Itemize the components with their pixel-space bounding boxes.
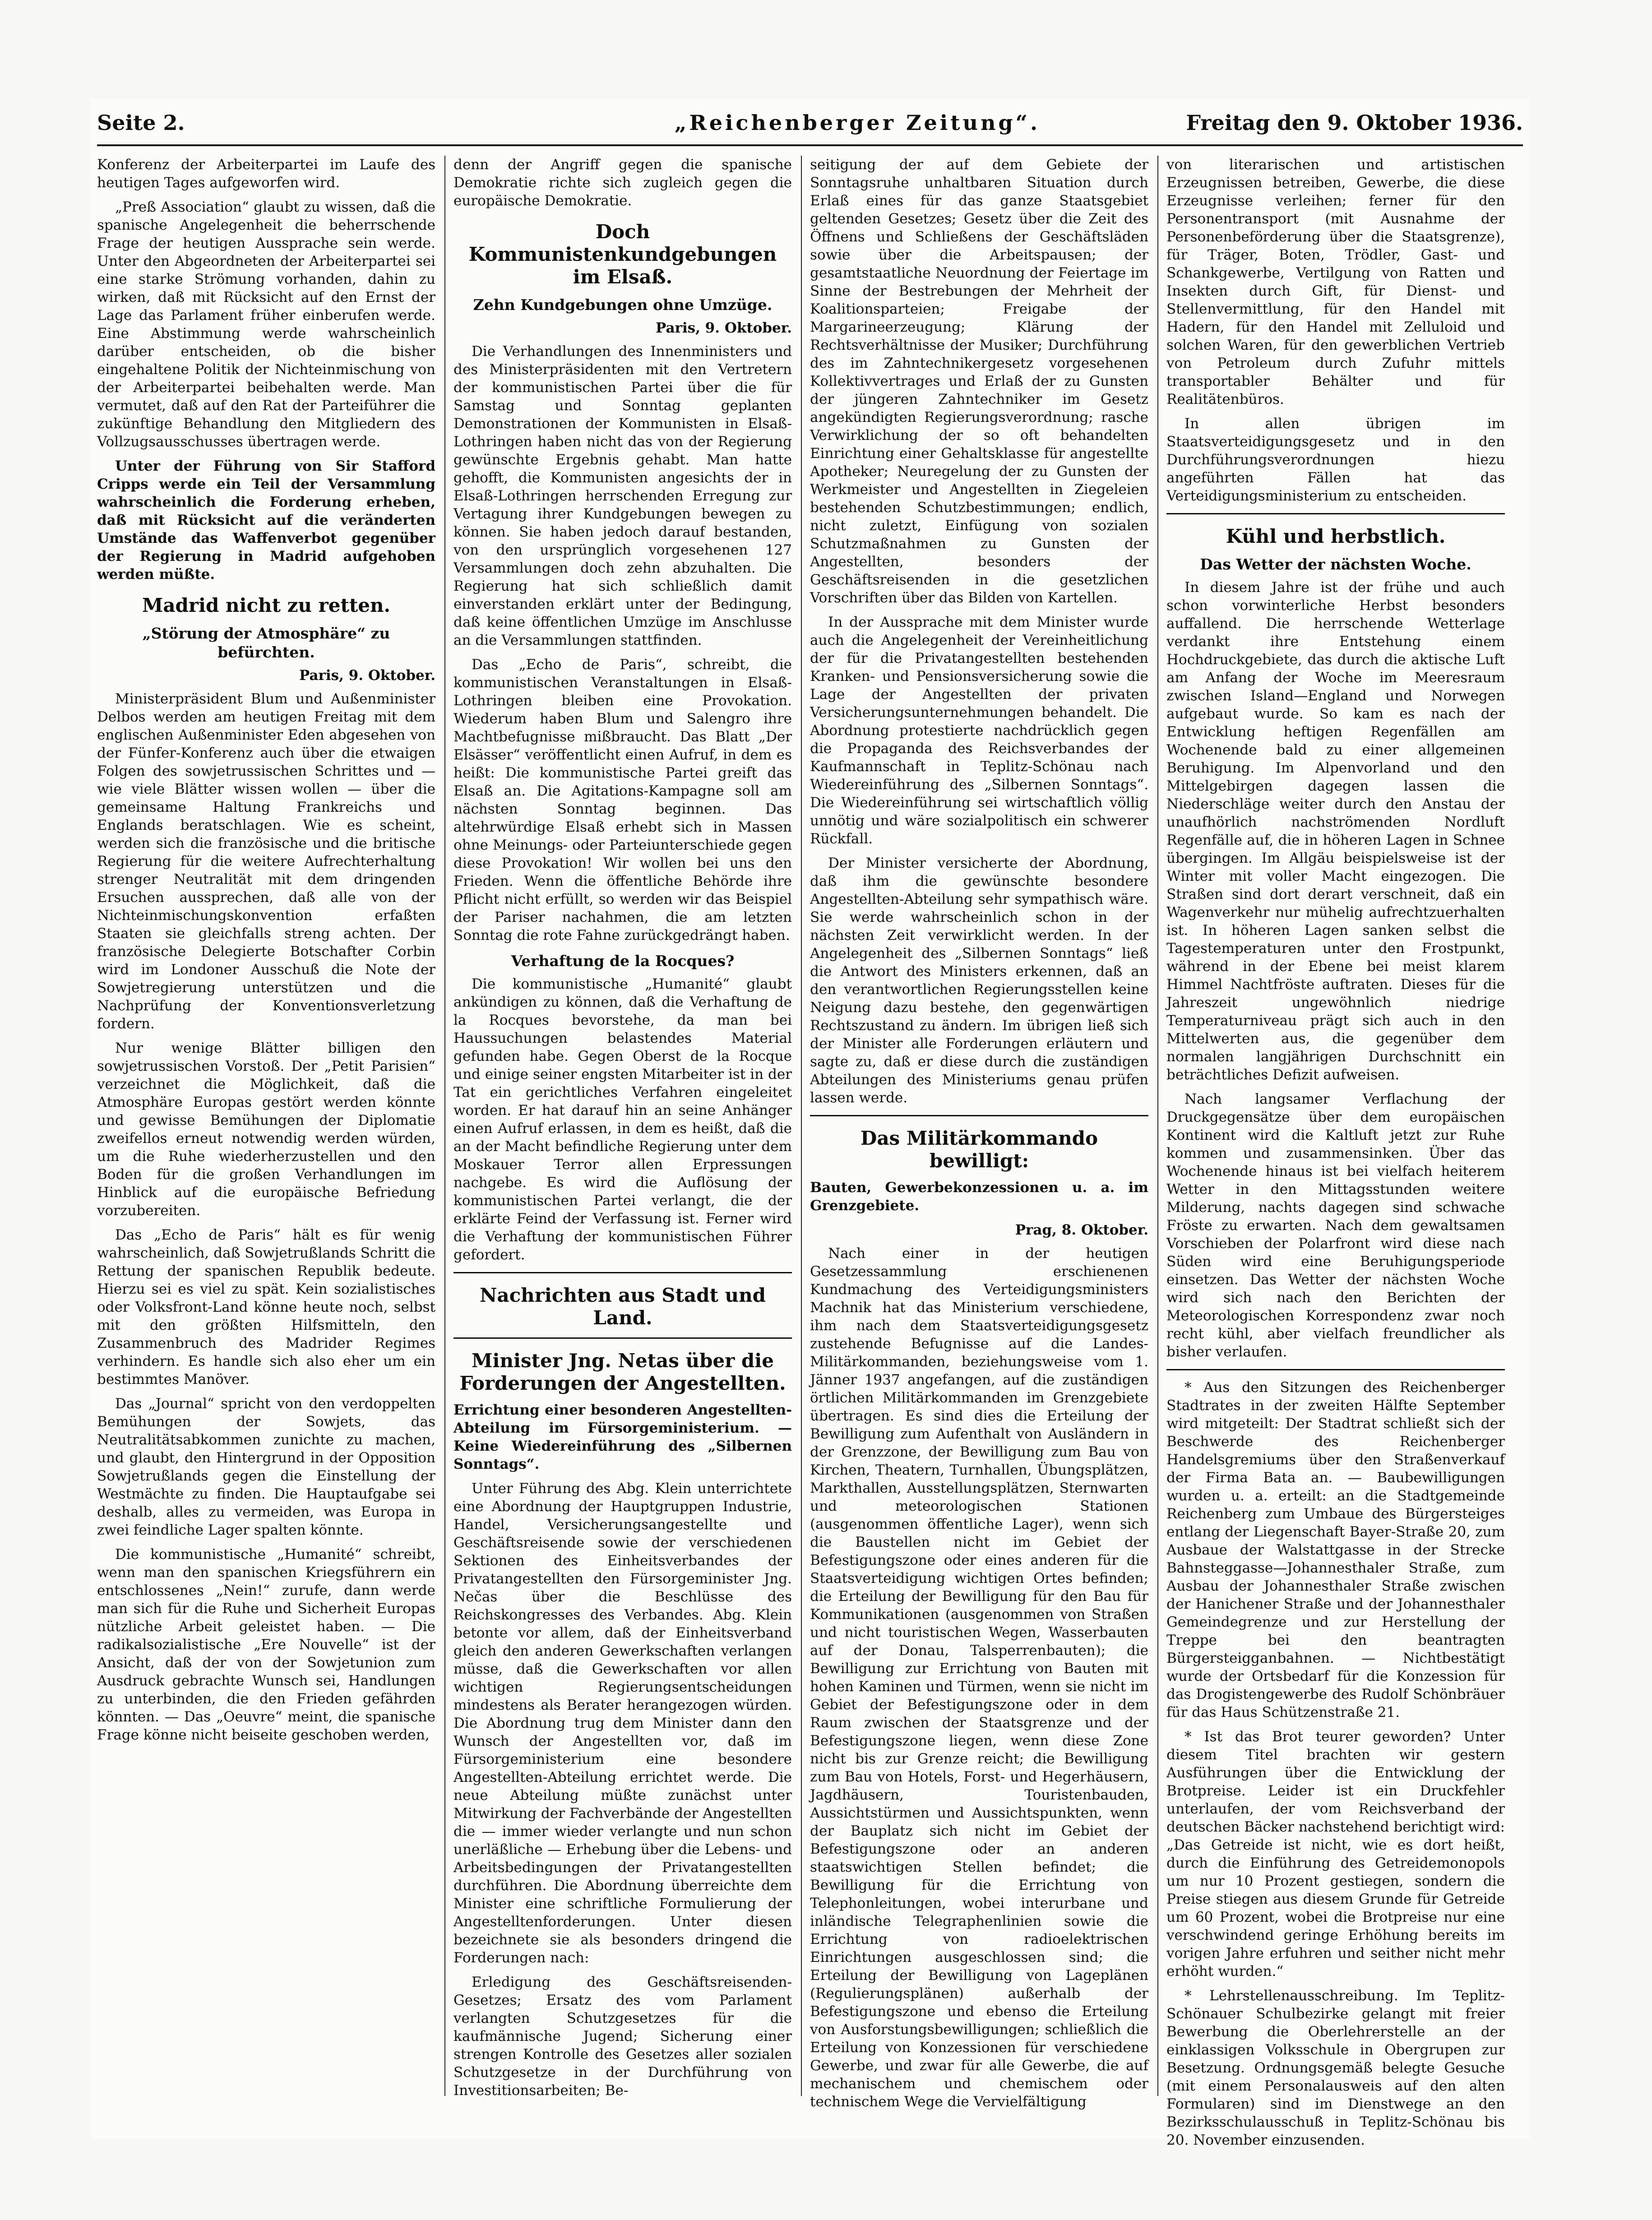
article-text: denn der Angriff gegen die spanische Demokratie richte sich zugleich gegen die europäische Demokratie. <box>453 157 792 209</box>
article-text: Nur wenige Blätter billigen den sowjetrussischen Vorstoß. Der „Petit Parisien“ verzeichnet die Möglichkeit, daß die Atmosphäre Europas gestört werden könnte und gewisse Bemühungen der Diplomatie zweifellos erneut notwendig werden würden, um die Ruhe wiederherzustellen und den Boden für die großen Verhandlungen im Hinblick auf die europäische Befriedung vorzubereiten. <box>97 1040 435 1219</box>
article-text: Der Minister versicherte der Abordnung, daß ihm die gewünschte besondere Angestellten-Abteilung sehr sympathisch wäre. Sie werde wahrscheinlich schon in der nächsten Zeit verwirklicht werden. In der Angelegenheit des „Silbernen Sonntags“ ließ die Antwort des Ministers erkennen, daß an den verantwortlichen Regierungsstellen keine Neigung dazu bestehe, den gegenwärtigen Rechtszustand zu ändern. Im übrigen ließ sich der Minister alle Forderungen erläutern und sagte zu, daß er diese durch die zuständigen Abteilungen des Ministeriums genau prüfen lassen werde. <box>810 855 1148 1106</box>
dateline: Paris, 9. Oktober. <box>655 320 792 336</box>
article-text: In der Aussprache mit dem Minister wurde auch die Angelegenheit der Vereinheitlichung der für die Privatangestellten bestehenden Kranken- und Pensionsversicherung sowie die Lage der Angestellten der privaten Versicherungsunternehmungen behandelt. Die Abordnung protestierte nachdrücklich gegen die Propaganda des Reichsverbandes der Kaufmannschaft in Teplitz-Schönau nach Wiedereinführung des „Silbernen Sonntags“. Die Wiedereinführung sei wirtschaftlich völlig unnötig und wäre sozialpolitisch ein schwerer Rückfall. <box>810 614 1148 847</box>
article-text: Nach langsamer Verflachung der Druckgegensätze über dem europäischen Kontinent wird die Kaltluft jetzt zur Ruhe kommen und zusammensinken. Über das Wochenende hinaus ist bei vielfach heiterem Wetter in den Mittagsstunden weitere Milderung, nachts dagegen sind schwache Fröste zu erwarten. Nach dem gewaltsamen Vorschieben der Polarfront wird diese nach Süden wird eine Beruhigungsperiode einsetzen. Das Wetter der nächsten Woche wird sich nach den Berichten der Meteorologischen Korrespondenz zwar noch recht kühl, aber vielfach freundlicher als bisher verlaufen. <box>1166 1091 1505 1360</box>
column-1 <box>97 156 435 2096</box>
section-divider <box>453 1337 792 1339</box>
subheadline: Verhaftung de la Rocques? <box>511 952 735 970</box>
article-text: * Ist das Brot teurer geworden? Unter diesem Titel brachten wir gestern Ausführungen über die Entwicklung der Brotpreise. Leider ist ein Druckfehler unterlaufen, der vom Reichsverband der deutschen Bäcker nachstehend berichtigt wird: „Das Getreide ist nicht, wie es dort heißt, durch die Einführung des Getreidemonopols um nur 10 Prozent gestiegen, sondern die Preise stiegen aus diesem Grunde für Getreide um 60 Prozent, wobei die Brotpreise nur eine verschwindend geringe Erhöhung bereits im vorigen Jahre erfuhren und seither nicht mehr erhöht wurden.“ <box>1166 1729 1505 1980</box>
article-text: seitigung der auf dem Gebiete der Sonntagsruhe unhaltbaren Situation durch Erlaß eines für das ganze Staatsgebiet geltenden Gesetzes; Gesetz über die Zeit des Öffnens und Schließens der Geschäftsläden sowie über die Arbeitspausen; der gesamtstaatliche Neuordnung der Feiertage im Sinne der Bestrebungen der Mehrheit der Koalitionsparteien; Freigabe der Margarineerzeugung; Klärung der Rechtsverhältnisse der Musiker; Durchführung des im Zahntechnikergesetz vorgesehenen Kollektivvertrages und Erlaß der zu Gunsten der jüngeren Zahntechniker im Gesetz angekündigten Regierungsverordnung; rasche Verwirklichung der so oft behandelten Einrichtung einer Gehaltsklasse für angestellte Apotheker; Neuregelung der zu Gunsten der Werkmeister und Angestellten in Ziegeleien bestehenden Schutzbestimmungen; endlich, nicht zuletzt, Einfügung von sozialen Schutzmaßnahmen zu Gunsten der Angestellten, besonders der Geschäftsreisenden in die gesetzlichen Vorschriften über das Bilden von Kartellen. <box>810 157 1148 606</box>
section-divider <box>810 1115 1148 1116</box>
subheadline: Zehn Kundgebungen ohne Umzüge. <box>473 296 773 314</box>
article-text: In diesem Jahre ist der frühe und auch schon vorwinterliche Herbst besonders auffallend. Die herrschende Wetterlage verdankt ihre Entstehung einem Hochdruckgebiete, das durch die aktische Luft am Anfang der Woche im Meeresraum zwischen Island—England und Norwegen aufgebaut wurde. So kam es nach der Entwicklung heftigen Regenfällen am Wochenende bald zu einer allgemeinen Beruhigung. Im Alpenvorland und den Mittelgebirgen dagegen lassen die Niederschläge weiter durch den Anstau der unaufhörlich nachströmenden Nordluft Regenfälle auf, die in höheren Lagen in Schnee übergingen. Im Allgäu beispielsweise ist der Winter mit voller Macht eingezogen. Die Straßen sind dort derart verschneit, daß ein Wagenverkehr nur mühelig aufrechtzuerhalten ist. In höheren Lagen sanken selbst die Tagestemperaturen unter den Frostpunkt, während in der Ebene bei meist klarem Himmel Nachtfröste auftraten. Dieses für die Jahreszeit ungewöhnlich niedrige Temperaturniveau prägt sich auch in den Mittelwerten aus, die gegenüber dem normalen langjährigen Durchschnitt ein beträchtliches Defizit aufweisen. <box>1166 579 1505 1083</box>
article-text: Konferenz der Arbeiterpartei im Laufe des heutigen Tages aufgeworfen wird. <box>97 157 435 191</box>
subheadline: Das Wetter der nächsten Woche. <box>1200 555 1472 573</box>
page-header <box>97 106 1523 147</box>
article-text: Die kommunistische „Humanité“ glaubt ankündigen zu können, daß die Verhaftung de la Rocques bevorstehe, da man bei Haussuchungen belastendes Material gefunden habe. Gegen Oberst de la Rocque und einige seiner engsten Mitarbeiter ist in der Tat ein gerichtliches Verfahren eingeleitet worden. Er hat darauf hin an seine Anhänger einen Aufruf erlassen, in dem es heißt, daß die an der Macht befindliche Regierung unter dem Moskauer Terror allen Erpressungen nachgebe. Es wird die Auflösung der kommunistischen Partei verlangt, die der erklärte Feind der Verfassung ist. Ferner wird die Verhaftung der kommunistischen Führer gefordert. <box>453 976 792 1263</box>
column-2 <box>453 156 792 2099</box>
article-text: In allen übrigen im Staatsverteidigungsgesetz und in den Durchführungsverordnungen hiezu angeführten Fällen hat das Verteidigungsministerium zu entscheiden. <box>1166 416 1505 504</box>
issue-date: Freitag den 9. Oktober 1936. <box>1186 111 1523 135</box>
article-text: Die Verhandlungen des Innenministers und des Ministerpräsidenten mit den Vertretern der kommunistischen Partei über die für Samstag und Sonntag geplanten Demonstrationen der Kommunisten in Elsaß-Lothringen haben nicht das von der Regierung gewünschte Ergebnis gehabt. Man hatte gehofft, die Kommunisten angesichts der in Elsaß-Lothringen herrschenden Erregung zur Vertagung ihrer Kundgebungen bewegen zu können. Sie haben jedoch darauf bestanden, von den ursprünglich vorgesehenen 127 Versammlungen doch zehn abzuhalten. Die Regierung hat sich schließlich damit einverstanden erklärt unter der Bedingung, daß keine öffentlichen Umzüge im Anschlusse an die Versammlungen stattfinden. <box>453 343 792 648</box>
newspaper-title: „Reichenberger Zeitung“. <box>675 111 1041 135</box>
section-divider <box>1166 513 1505 514</box>
header-rule <box>97 144 1523 146</box>
article-text: Das „Echo de Paris“, schreibt, die kommunistischen Veranstaltungen in Elsaß-Lothringen bleiben eine Provokation. Wiederum haben Blum und Salengro ihre Machtbefugnisse mißbraucht. Das Blatt „Der Elsässer“ veröffentlicht einen Aufruf, in dem es heißt: Die kommunistische Partei greift das Elsaß an. Die Agitations-Kampagne soll am nächsten Sonntag beginnen. Das altehrwürdige Elsaß erhebt sich in Massen ohne Meinungs- oder Parteiunterschiede gegen diese Provokation! Wir wollen bei uns den Frieden. Wenn die öffentliche Behörde ihre Pflicht nicht erfüllt, so werden wir das Beispiel der Pariser nachahmen, die am letzten Sonntag die rote Fahne zurückgedrängt haben. <box>453 657 792 944</box>
headline: Doch Kommunistenkundgebungen im Elsaß. <box>468 221 777 288</box>
subheadline: „Störung der Atmosphäre“ zu befürchten. <box>142 624 390 661</box>
article-text: Unter der Führung von Sir Stafford Cripps werde ein Teil der Versammlung wahrscheinlich die Forderung erheben, daß mit Rücksicht auf die veränderten Umstände das Waffenverbot gegenüber der Regierung in Madrid aufgehoben werden müßte. <box>97 458 435 583</box>
article-text: Erledigung des Geschäftsreisenden-Gesetzes; Ersatz des vom Parlament verlangten Schutzgesetzes für die kaufmännische Jugend; Sicherung einer strengen Kontrolle des Gesetzes aller sozialen Schutzgesetze in der Durchführung von Investitionsarbeiten; Be- <box>453 1974 792 2099</box>
headline: Das Militärkommando bewilligt: <box>860 1127 1098 1172</box>
column-divider <box>444 156 445 2096</box>
subheadline: Errichtung einer besonderen Angestellten-Abteilung im Fürsorgeministerium. — Keine Wiedereinführung des „Silbernen Sonntags“. <box>453 1402 792 1472</box>
article-text: Unter Führung des Abg. Klein unterrichtete eine Abordnung der Hauptgruppen Industrie, Handel, Versicherungsangestellte und Geschäftsreisende sowie der verschiedenen Sektionen des Einheitsverbandes der Privatangestellten den Fürsorgeminister Jng. Nečas über die Beschlüsse des Reichskongresses des Verbandes. Abg. Klein betonte vor allem, daß der Einheitsverband gleich den anderen Gewerkschaften verlangen müsse, daß die Gewerkschaften vor allen wichtigen Regierungsentscheidungen mindestens als Berater herangezogen würden. Die Abordnung trug dem Minister dann den Wunsch der Angestellten vor, daß im Fürsorgeministerium eine besondere Angestellten-Abteilung errichtet werde. Die neue Abteilung müßte zunächst unter Mitwirkung der Fachverbände der Angestellten die — immer wieder verlangte und nun schon unerläßliche — Erhebung über die Lebens- und Arbeitsbedingungen der Privatangestellten durchführen. Die Abordnung überreichte dem Minister eine schriftliche Formulierung der Angestelltenforderungen. Unter diesen bezeichnete sie als besonders dringend die Forderungen nach: <box>453 1480 792 1966</box>
article-text: Das „Echo de Paris“ hält es für wenig wahrscheinlich, daß Sowjetrußlands Schritt die Rettung der spanischen Republik bedeute. Hierzu sei es viel zu spät. Kein sozialistisches oder Volksfront-Land könne heute noch, selbst mit den größten Hilfsmitteln, den Zusammenbruch des Madrider Regimes verhindern. Es handle sich also eher um ein bestimmtes Manöver. <box>97 1227 435 1388</box>
article-text: Die kommunistische „Humanité“ schreibt, wenn man den spanischen Kriegsführern ein entschlossenes „Nein!“ zurufe, dann werde man sich für die Ruhe und Sicherheit Europas nützliche Arbeit geleistet haben. — Die radikalsozialistische „Ere Nouvelle“ ist der Ansicht, daß der von der Sowjetunion zum Ausdruck gebrachte Wunsch sei, Handlungen zu unterbinden, die den Frieden gefährden könnten. — Das „Oeuvre“ meint, die spanische Frage könne nicht beiseite geschoben werden, <box>97 1546 435 1743</box>
section-divider <box>453 1272 792 1273</box>
headline: Minister Jng. Netas über die Forderungen der Angestellten. <box>459 1350 786 1394</box>
article-text: „Preß Association“ glaubt zu wissen, daß die spanische Angelegenheit die beherrschende Frage der heutigen Aussprache sein werde. Unter den Abgeordneten der Arbeiterpartei sei eine starke Strömung vorhanden, dahin zu wirken, daß mit Rücksicht auf den Ernst der Lage das Parlament früher einberufen werde. Eine Abstimmung werde wahrscheinlich darüber entscheiden, ob die bisher eingehaltene Politik der Nichteinmischung von der Arbeiterpartei beibehalten werde. Man vermutet, daß auf den Rat der Parteiführer die zukünftige Behandlung den Mitgliedern des Vollzugsausschusses übertragen werde. <box>97 199 435 450</box>
column-divider <box>801 156 802 2096</box>
column-3 <box>810 156 1148 2110</box>
section-heading: Nachrichten aus Stadt und Land. <box>480 1284 766 1329</box>
column-4 <box>1166 156 1505 2148</box>
article-text: Das „Journal“ spricht von den verdoppelten Bemühungen der Sowjets, das Neutralitätsabkommen zunichte zu machen, und glaubt, den Hintergrund in der Opposition Sowjetrußlands gegen die Einstellung der Westmächte zu finden. Die Hauptaufgabe sei deshalb, alles zu vermeiden, was Europa in zwei feindliche Lager spalten könnte. <box>97 1396 435 1538</box>
article-text: * Aus den Sitzungen des Reichenberger Stadtrates in der zweiten Hälfte September wird mitgeteilt: Der Stadtrat schließt sich der Beschwerde des Reichenberger Handelsgremiums über den Straßenverkauf der Firma Bata an. — Baubewilligungen wurden u. a. erteilt: an die Stadtgemeinde Reichenberg zum Umbaue des Bürgersteiges entlang der Liegenschaft Bayer-Straße 20, zum Ausbaue der Walstattgasse in der Strecke Bahnsteggasse—Johannesthaler Straße, zum Ausbau der Johannesthaler Straße zwischen der Hanichener Straße und der Johannesthaler Gemeindegrenze und zur Herstellung der Treppe bei den beantragten Bürgersteigganbahnen. — Nichtbestätigt wurde der Ortsbedarf für die Konzession für das Drogistengewerbe des Rudolf Schönbräuer für das Haus Schützenstraße 21. <box>1166 1379 1505 1720</box>
article-text: Nach einer in der heutigen Gesetzessammlung erschienenen Kundmachung des Verteidigungsministers Machnik hat das Ministerium verschiedene, ihm nach dem Staatsverteidigungsgesetz zustehende Befugnisse auf die Landes-Militärkommanden, beziehungsweise vom 1. Jänner 1937 angefangen, auf die zuständigen örtlichen Militärkommanden im Grenzgebiete übertragen. Es sind dies die Erteilung der Bewilligung zum Aufenthalt von Ausländern in der Grenzzone, der Bewilligung zum Bau von Kirchen, Theatern, Turnhallen, Übungsplätzen, Markthallen, Ausstellungsplätzen, Sternwarten und meteorologischen Stationen (ausgenommen öffentliche Lager), wenn sich die Baustellen nicht im Gebiet der Befestigungszone oder eines anderen für die Staatsverteidigung wichtigen Ortes befinden; die Erteilung der Bewilligung für den Bau für Kommunikationen (ausgenommen von Straßen und nicht touristischen Wegen, Wasserbauten auf der Donau, Talsperrenbauten); die Bewilligung zur Errichtung von Bauten mit hohen Kaminen und Türmen, wenn sie nicht im Gebiet der Befestigungszone oder in dem Raum zwischen der Staatsgrenze und der Befestigungszone liegen, wenn diese Zone nicht bis zur Grenze reicht; die Bewilligung zum Bau von Hotels, Forst- und Hegerhäusern, Jagdhäusern, Touristenbauden, Aussichtstürmen und Aussichtspunkten, wenn der Bauplatz sich nicht im Gebiet der Befestigungszone oder an anderen staatswichtigen Stellen befindet; die Bewilligung für die Errichtung von Telephonleitungen, wobei interurbane und inländische Telegraphenlinien sowie die Errichtung von radioelektrischen Einrichtungen ausgeschlossen sind; die Erteilung der Bewilligung von Lageplänen (Regulierungsplänen) außerhalb der Befestigungszone und ebenso die Erteilung von Ausforstungsbewilligungen; schließlich die Erteilung von Konzessionen für verschiedene Gewerbe, und zwar für alle Gewerbe, die auf mechanischem und chemischem oder technischem Wege die Vervielfältigung <box>810 1245 1148 2110</box>
section-divider <box>1166 1369 1505 1370</box>
subheadline: Bauten, Gewerbekonzessionen u. a. im Grenzgebiete. <box>810 1179 1148 1214</box>
dateline: Prag, 8. Oktober. <box>1015 1222 1148 1238</box>
page-number: Seite 2. <box>97 111 185 135</box>
headline: Kühl und herbstlich. <box>1226 525 1446 547</box>
article-text: * Lehrstellenausschreibung. Im Teplitz-Schönauer Schulbezirke gelangt mit freier Bewerbung die Oberlehrerstelle an der einklassigen Volksschule in Obergrupen zur Besetzung. Ordnungsgemäß belegte Gesuche (mit einem Personalausweis auf den alten Formularen) sind im Dienstwege an den Bezirksschulausschuß in Teplitz-Schönau bis 20. November einzusenden. <box>1166 1988 1505 2148</box>
column-divider <box>1157 156 1158 2096</box>
article-text: Ministerpräsident Blum und Außenminister Delbos werden am heutigen Freitag mit dem englischen Außenminister Eden abgesehen von der Fünfer-Konferenz auch über die etwaigen Folgen des sowjetrussischen Schrittes und — wie viele Blätter wissen wollen — über die gemeinsame Haltung Frankreichs und Englands beratschlagen. Wie es scheint, werden sich die französische und die britische Regierung für die weitere Aufrechterhaltung strenger Neutralität mit dem dringenden Ersuchen aussprechen, daß alle von der Nichteinmischungskonvention erfaßten Staaten sie gleichfalls streng achten. Der französische Delegierte Botschafter Corbin wird im Londoner Ausschuß die Note der Sowjetregierung unterstützen und die Nachprüfung der Konventionsverletzung fordern. <box>97 691 435 1032</box>
dateline: Paris, 9. Oktober. <box>299 667 435 684</box>
headline: Madrid nicht zu retten. <box>142 594 391 616</box>
article-text: von literarischen und artistischen Erzeugnissen betreiben, Gewerbe, die diese Erzeugnisse verleihen; ferner für den Personentransport (mit Ausnahme der Personenbeförderung über die Staatsgrenze), für Träger, Boten, Trödler, Gast- und Schankgewerbe, Vertilgung von Ratten und Insekten durch Gift, für Dienst- und Stellenvermittlung, für den Handel mit Hadern, für den Handel mit Zelluloid und solchen Waren, für den gewerblichen Vertrieb von Petroleum durch Zufuhr mittels transportabler Behälter und für Realitätenbüros. <box>1166 157 1505 407</box>
